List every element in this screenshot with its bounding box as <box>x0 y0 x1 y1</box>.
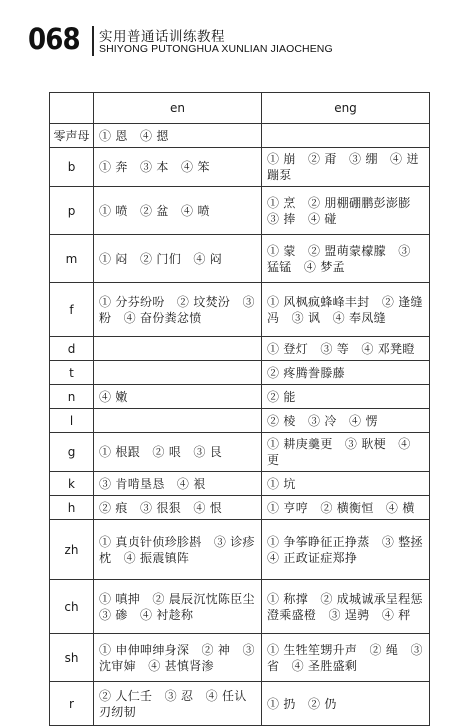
row-initial: b <box>50 148 94 187</box>
row-initial: f <box>50 283 94 337</box>
en-cell: ② 痕 ③ 很狠 ④ 恨 <box>94 496 262 520</box>
header-divider <box>92 26 94 56</box>
en-cell: ① 恩 ④ 摁 <box>94 124 262 148</box>
row-initial: r <box>50 682 94 726</box>
table-row <box>50 580 430 634</box>
table-row <box>50 148 430 187</box>
table-row <box>50 433 430 472</box>
eng-cell: ② 疼腾誊滕藤 <box>262 361 430 385</box>
table-row <box>50 472 430 496</box>
en-cell: ① 申伸呻绅身深 ② 神 ③ 沈审婶 ④ 甚慎肾渗 <box>94 634 262 682</box>
row-initial: ch <box>50 580 94 634</box>
table-row <box>50 283 430 337</box>
table-row <box>50 235 430 283</box>
en-cell <box>94 361 262 385</box>
en-cell: ③ 肯啃垦恳 ④ 裉 <box>94 472 262 496</box>
table-header-row <box>50 93 430 124</box>
table-row <box>50 520 430 580</box>
row-initial: d <box>50 337 94 361</box>
row-initial: zh <box>50 520 94 580</box>
eng-cell: ① 蒙 ② 盟萌蒙檬朦 ③ 猛锰 ④ 梦孟 <box>262 235 430 283</box>
eng-cell: ① 烹 ② 朋棚硼鹏彭澎膨 ③ 捧 ④ 碰 <box>262 187 430 235</box>
en-cell: ② 人仁壬 ③ 忍 ④ 任认刃纫韧 <box>94 682 262 726</box>
eng-cell: ① 生牲笙甥升声 ② 绳 ③ 省 ④ 圣胜盛剩 <box>262 634 430 682</box>
en-cell: ① 分芬纷吩 ② 坟焚汾 ③ 粉 ④ 奋份粪忿愤 <box>94 283 262 337</box>
eng-cell: ① 争筝睁征正挣蒸 ③ 整拯 ④ 正政证症郑挣 <box>262 520 430 580</box>
row-initial: 零声母 <box>50 124 94 148</box>
page-number: 068 <box>28 22 80 56</box>
eng-cell: ① 亨哼 ② 横衡恒 ④ 横 <box>262 496 430 520</box>
row-initial: sh <box>50 634 94 682</box>
eng-cell: ① 登灯 ③ 等 ④ 邓凳瞪 <box>262 337 430 361</box>
table-row <box>50 634 430 682</box>
row-initial: k <box>50 472 94 496</box>
en-cell: ① 奔 ③ 本 ④ 笨 <box>94 148 262 187</box>
eng-cell: ① 耕庚羹更 ③ 耿梗 ④ 更 <box>262 433 430 472</box>
en-cell: ④ 嫩 <box>94 385 262 409</box>
table-row <box>50 361 430 385</box>
row-initial: l <box>50 409 94 433</box>
column-header-eng: eng <box>262 93 430 124</box>
page-header <box>28 16 428 64</box>
table-row <box>50 124 430 148</box>
eng-cell <box>262 124 430 148</box>
row-initial: n <box>50 385 94 409</box>
row-initial: h <box>50 496 94 520</box>
table-row <box>50 385 430 409</box>
eng-cell: ① 坑 <box>262 472 430 496</box>
en-cell: ① 嗔抻 ② 晨辰沉忱陈臣尘 ③ 碜 ④ 衬趁称 <box>94 580 262 634</box>
table-row <box>50 187 430 235</box>
column-header-en: en <box>94 93 262 124</box>
en-cell: ① 闷 ② 门们 ④ 闷 <box>94 235 262 283</box>
row-initial: p <box>50 187 94 235</box>
column-header-initial <box>50 93 94 124</box>
en-cell: ① 喷 ② 盆 ④ 喷 <box>94 187 262 235</box>
book-title-pinyin: SHIYONG PUTONGHUA XUNLIAN JIAOCHENG <box>99 43 333 55</box>
eng-cell: ① 风枫疯蜂峰丰封 ② 逢缝冯 ③ 讽 ④ 奉凤缝 <box>262 283 430 337</box>
en-cell <box>94 409 262 433</box>
en-cell: ① 真贞针侦珍胗斟 ③ 诊疹枕 ④ 振震镇阵 <box>94 520 262 580</box>
table-row <box>50 337 430 361</box>
en-cell <box>94 337 262 361</box>
syllable-table <box>49 92 436 726</box>
row-initial: g <box>50 433 94 472</box>
eng-cell: ② 棱 ③ 冷 ④ 愣 <box>262 409 430 433</box>
eng-cell: ① 称撑 ② 成城诚承呈程惩澄乘盛橙 ③ 逞骋 ④ 秤 <box>262 580 430 634</box>
book-title-chinese: 实用普通话训练教程 <box>99 29 225 45</box>
row-initial: m <box>50 235 94 283</box>
eng-cell: ① 扔 ② 仍 <box>262 682 430 726</box>
table-row <box>50 409 430 433</box>
eng-cell: ① 崩 ② 甭 ③ 绷 ④ 迸蹦泵 <box>262 148 430 187</box>
en-cell: ① 根跟 ② 哏 ③ 艮 <box>94 433 262 472</box>
row-initial: t <box>50 361 94 385</box>
table-row <box>50 496 430 520</box>
eng-cell: ② 能 <box>262 385 430 409</box>
